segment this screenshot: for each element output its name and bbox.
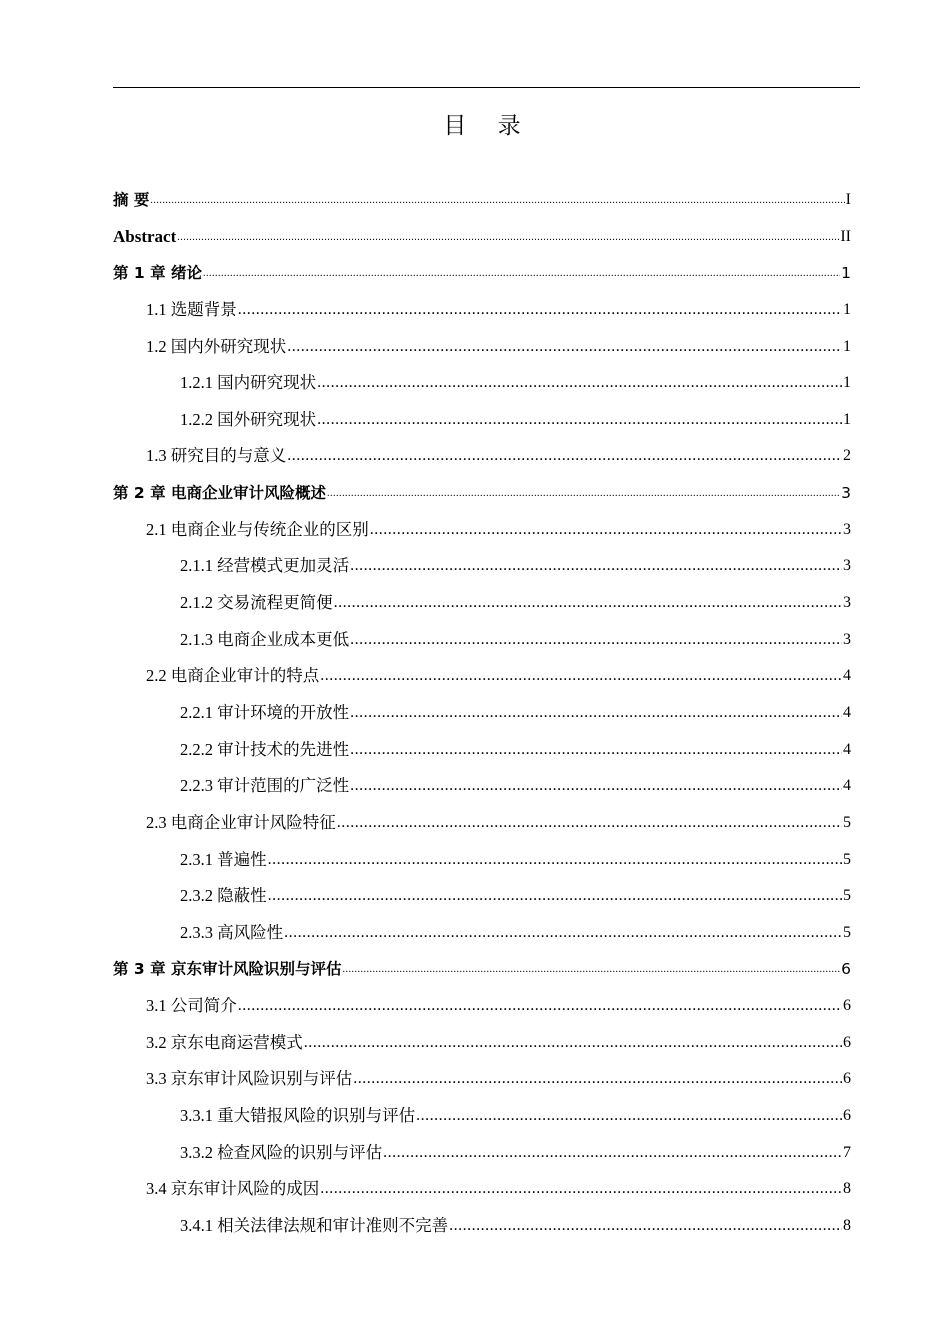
toc-entry-label: 1.2.2 国外研究现状 [180, 409, 317, 429]
toc-entry-page-number: 4 [843, 777, 851, 795]
toc-dot-leader [150, 194, 844, 210]
toc-dot-leader [350, 740, 842, 760]
toc-entry-label: 1.2.1 国内研究现状 [180, 373, 317, 393]
toc-entry-label: 2.1 电商企业与传统企业的区别 [146, 519, 369, 539]
toc-dot-leader [268, 886, 842, 906]
toc-entry-page-number: 8 [843, 1180, 851, 1198]
toc-entry-label: 2.2.2 审计技术的先进性 [180, 739, 350, 759]
toc-entry[interactable] [113, 650, 851, 687]
toc-entry[interactable] [113, 210, 851, 247]
toc-dot-leader [383, 1143, 842, 1163]
toc-entry[interactable] [113, 1163, 851, 1200]
toc-entry-page-number: 7 [843, 1143, 851, 1161]
toc-entry[interactable] [113, 1053, 851, 1090]
toc-entry-label: 2.2.1 审计环境的开放性 [180, 702, 350, 722]
toc-entry-page-number: 3 [843, 520, 851, 538]
toc-entry-label: 2.3 电商企业审计风险特征 [146, 812, 336, 832]
toc-dot-leader [320, 1179, 842, 1199]
toc-entry-label: 2.2.3 审计范围的广泛性 [180, 776, 350, 796]
toc-entry-label: 1.1 选题背景 [146, 299, 237, 319]
toc-entry-page-number: 6 [843, 1070, 851, 1088]
toc-entry[interactable] [113, 393, 851, 430]
toc-entry-page-number: 4 [843, 667, 851, 685]
toc-entry[interactable] [113, 466, 851, 503]
toc-entry[interactable] [113, 430, 851, 467]
toc-entry[interactable] [113, 357, 851, 394]
toc-entry-label: 3.3 京东审计风险识别与评估 [146, 1069, 353, 1089]
toc-entry-page-number: 3 [843, 557, 851, 575]
toc-title: 目 录 [443, 113, 533, 139]
toc-dot-leader [287, 446, 842, 466]
toc-dot-leader [177, 231, 839, 247]
toc-entry-label: 2.1.3 电商企业成本更低 [180, 629, 350, 649]
toc-entry[interactable] [113, 870, 851, 907]
toc-entry-label: 3.1 公司简介 [146, 996, 237, 1016]
toc-entry-label: 3.4.1 相关法律法规和审计准则不完善 [180, 1215, 449, 1235]
toc-entry-page-number: 5 [843, 923, 851, 941]
toc-dot-leader [370, 520, 842, 540]
toc-dot-leader [353, 1069, 842, 1089]
toc-entry-page-number: 4 [843, 740, 851, 758]
table-of-contents [113, 178, 851, 1236]
toc-entry-page-number: 5 [843, 887, 851, 905]
toc-entry[interactable] [113, 503, 851, 540]
toc-dot-leader [350, 556, 842, 576]
toc-dot-leader [350, 776, 842, 796]
toc-entry-page-number: 3 [843, 594, 851, 612]
toc-dot-leader [350, 630, 842, 650]
toc-entry-page-number: 6 [843, 1033, 851, 1051]
toc-entry[interactable] [113, 613, 851, 650]
toc-entry-label: 第 1 章 绪论 [113, 264, 202, 283]
header-rule [113, 87, 860, 88]
toc-entry-label: 3.4 京东审计风险的成因 [146, 1179, 320, 1199]
toc-entry[interactable] [113, 833, 851, 870]
toc-entry-page-number: 6 [843, 1107, 851, 1125]
toc-dot-leader [337, 813, 842, 833]
toc-entry-label: 2.3.1 普遍性 [180, 849, 267, 869]
toc-entry-page-number: 1 [841, 264, 851, 283]
toc-dot-leader [287, 337, 842, 357]
toc-dot-leader [238, 300, 842, 320]
toc-entry-label: 摘 要 [113, 191, 150, 209]
toc-entry-page-number: 3 [841, 484, 851, 503]
toc-entry-label: 2.1.1 经营模式更加灵活 [180, 556, 350, 576]
toc-entry-label: 2.1.2 交易流程更简便 [180, 593, 333, 613]
toc-entry[interactable] [113, 943, 851, 980]
toc-entry-label: 1.3 研究目的与意义 [146, 446, 287, 466]
toc-entry[interactable] [113, 178, 851, 210]
toc-dot-leader [304, 1033, 842, 1053]
toc-entry[interactable] [113, 540, 851, 577]
toc-entry-page-number: 6 [841, 960, 851, 979]
toc-entry[interactable] [113, 1199, 851, 1236]
toc-entry-page-number: I [845, 191, 851, 208]
toc-entry-label: 1.2 国内外研究现状 [146, 336, 287, 356]
toc-entry[interactable] [113, 979, 851, 1016]
toc-entry-page-number: 6 [843, 997, 851, 1015]
toc-entry[interactable] [113, 1016, 851, 1053]
toc-dot-leader [334, 593, 842, 613]
toc-entry[interactable] [113, 576, 851, 613]
toc-entry[interactable] [113, 283, 851, 320]
toc-dot-leader [317, 373, 842, 393]
toc-entry-page-number: 3 [843, 630, 851, 648]
toc-dot-leader [327, 487, 840, 503]
toc-dot-leader [416, 1106, 842, 1126]
toc-dot-leader [320, 666, 842, 686]
toc-entry-page-number: 1 [843, 300, 851, 318]
toc-dot-leader [238, 996, 842, 1016]
toc-entry-label: 第 2 章 电商企业审计风险概述 [113, 484, 326, 503]
toc-entry-label: 2.3.3 高风险性 [180, 922, 284, 942]
toc-entry-page-number: 4 [843, 703, 851, 721]
toc-entry[interactable] [113, 686, 851, 723]
toc-entry-page-number: 5 [843, 850, 851, 868]
toc-entry-label: Abstract [113, 226, 177, 246]
toc-dot-leader [350, 703, 842, 723]
toc-entry-label: 2.3.2 隐蔽性 [180, 886, 267, 906]
toc-entry-label: 第 3 章 京东审计风险识别与评估 [113, 960, 342, 979]
toc-entry[interactable] [113, 1126, 851, 1163]
toc-entry-page-number: 1 [843, 374, 851, 392]
toc-dot-leader [449, 1216, 842, 1236]
toc-entry[interactable] [113, 320, 851, 357]
toc-dot-leader [203, 267, 840, 283]
toc-entry-page-number: 2 [843, 447, 851, 465]
toc-entry-label: 3.3.1 重大错报风险的识别与评估 [180, 1106, 416, 1126]
toc-entry[interactable] [113, 1089, 851, 1126]
toc-entry[interactable] [113, 796, 851, 833]
toc-dot-leader [317, 410, 842, 430]
toc-entry[interactable] [113, 906, 851, 943]
toc-entry-page-number: II [840, 227, 851, 245]
toc-entry-label: 3.2 京东电商运营模式 [146, 1032, 303, 1052]
toc-entry[interactable] [113, 247, 851, 284]
toc-dot-leader [284, 923, 842, 943]
toc-dot-leader [268, 850, 842, 870]
toc-entry-label: 2.2 电商企业审计的特点 [146, 666, 320, 686]
toc-entry-page-number: 5 [843, 813, 851, 831]
toc-entry-page-number: 1 [843, 337, 851, 355]
toc-entry-page-number: 1 [843, 410, 851, 428]
toc-entry[interactable] [113, 760, 851, 797]
toc-entry-page-number: 8 [843, 1216, 851, 1234]
toc-dot-leader [342, 963, 840, 979]
toc-entry-label: 3.3.2 检查风险的识别与评估 [180, 1142, 383, 1162]
toc-entry[interactable] [113, 723, 851, 760]
